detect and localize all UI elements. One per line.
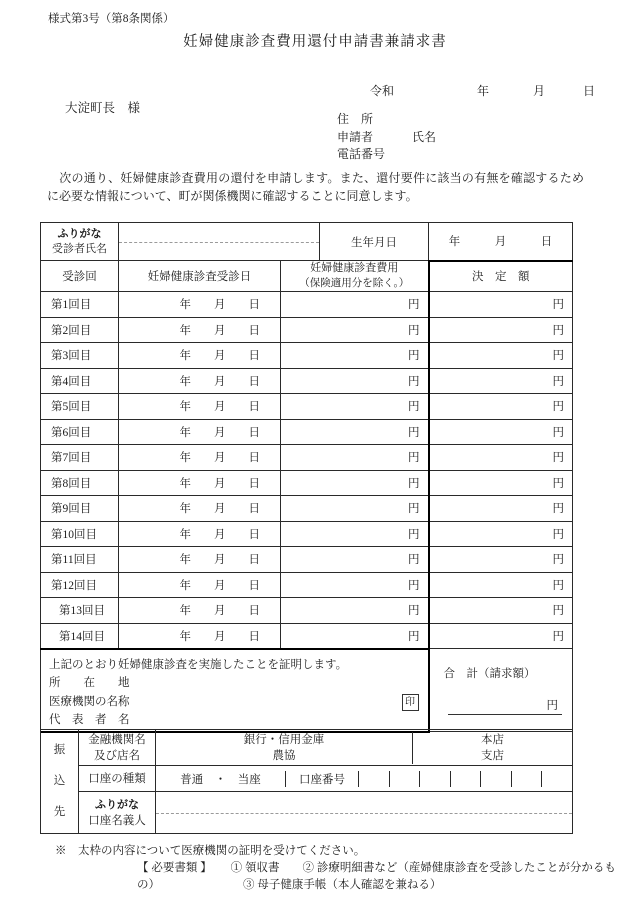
account-type-options[interactable]: 普通 ・ 当座 <box>180 773 261 786</box>
note-mother-child-handbook: ③ 母子健康手帳（本人確認を兼ねる） <box>243 879 442 891</box>
account-digit-box[interactable] <box>511 771 542 787</box>
addressee: 大淀町長 様 <box>65 101 141 115</box>
exam-date-field[interactable]: 年 月 日 <box>119 419 281 445</box>
visit-row-label: 第2回目 <box>41 317 119 343</box>
exam-date-field[interactable]: 年 月 日 <box>119 521 281 547</box>
cost-field[interactable]: 円 <box>281 317 429 343</box>
birthdate-label: 生年月日 <box>320 223 429 261</box>
visit-row-label: 第14回目 <box>41 623 119 649</box>
holder-furigana-label: ふりがな <box>95 798 139 811</box>
cost-field[interactable]: 円 <box>281 598 429 624</box>
exam-date-field[interactable]: 年 月 日 <box>119 368 281 394</box>
cost-col-line2: （保険適用分を除く。） <box>299 278 410 289</box>
visit-row-label: 第12回目 <box>41 572 119 598</box>
visit-row-label: 第10回目 <box>41 521 119 547</box>
visit-row-label: 第7回目 <box>41 445 119 471</box>
cost-field[interactable]: 円 <box>281 470 429 496</box>
holder-name-label: 口座名義人 <box>88 814 146 827</box>
year-label: 年 <box>477 84 490 98</box>
cost-field[interactable]: 円 <box>281 572 429 598</box>
holder-name-field[interactable] <box>156 792 573 834</box>
note-thick-border: ※ 太枠の内容について医療機関の証明を受けてください。 <box>55 845 366 857</box>
account-digit-box[interactable] <box>541 771 572 787</box>
examinee-name-header <box>41 223 119 261</box>
institution-label-line2: 及び店名 <box>94 749 140 762</box>
visit-row-label: 第8回目 <box>41 470 119 496</box>
cost-col-line1: 妊婦健康診査費用 <box>310 262 399 274</box>
visit-row-label: 第13回目 <box>41 598 119 624</box>
exam-date-field[interactable]: 年 月 日 <box>119 572 281 598</box>
account-digit-box[interactable] <box>450 771 481 787</box>
cost-field[interactable]: 円 <box>281 496 429 522</box>
seal-mark: 印 <box>402 694 419 711</box>
account-digit-box[interactable] <box>480 771 511 787</box>
exam-date-field[interactable]: 年 月 日 <box>119 292 281 318</box>
cost-field[interactable]: 円 <box>281 445 429 471</box>
exam-table <box>40 222 573 733</box>
exam-rows <box>41 292 573 649</box>
bank-vertical-char: 振 <box>53 744 66 756</box>
decision-field[interactable]: 円 <box>429 496 573 522</box>
visit-row-label: 第9回目 <box>41 496 119 522</box>
applicant-label: 申請者 <box>337 129 374 144</box>
representative-name-label: 代 表 者 名 <box>49 714 130 726</box>
account-digit-box[interactable] <box>358 771 389 787</box>
cost-field[interactable]: 円 <box>281 394 429 420</box>
total-label: 合 計（請求額） <box>443 668 536 680</box>
decision-field[interactable]: 円 <box>429 343 573 369</box>
decision-field[interactable]: 円 <box>429 470 573 496</box>
institution-name-header <box>79 730 156 766</box>
decision-field[interactable]: 円 <box>429 445 573 471</box>
exam-date-field[interactable]: 年 月 日 <box>119 343 281 369</box>
cost-field[interactable]: 円 <box>281 368 429 394</box>
exam-date-field[interactable]: 年 月 日 <box>119 598 281 624</box>
month-label: 月 <box>533 84 546 98</box>
applicant-address-label: 住 所 <box>337 112 374 126</box>
bank-section-label <box>41 730 79 834</box>
exam-date-field[interactable]: 年 月 日 <box>119 470 281 496</box>
branch-options <box>412 732 572 764</box>
cost-col-header <box>281 261 429 292</box>
visit-row-label: 第6回目 <box>41 419 119 445</box>
visit-row-label: 第1回目 <box>41 292 119 318</box>
cost-field[interactable]: 円 <box>281 547 429 573</box>
applicant-block <box>337 111 436 164</box>
declaration-text: 次の通り、妊婦健康診査費用の還付を申請します。また、還付要件に該当の有無を確認するために必要な情報について、町が関係機関に確認することに同意します。 <box>47 171 584 203</box>
required-documents-head: 【 必要書類 】 <box>137 862 212 874</box>
account-row <box>156 766 573 792</box>
exam-date-field[interactable]: 年 月 日 <box>119 623 281 649</box>
decision-field[interactable]: 円 <box>429 419 573 445</box>
cost-field[interactable]: 円 <box>281 623 429 649</box>
exam-date-field[interactable]: 年 月 日 <box>119 445 281 471</box>
bank-vertical-char: 込 <box>53 775 66 787</box>
exam-date-field[interactable]: 年 月 日 <box>119 394 281 420</box>
bank-vertical-char: 先 <box>53 806 66 818</box>
decision-field[interactable]: 円 <box>429 368 573 394</box>
cost-field[interactable]: 円 <box>281 419 429 445</box>
institution-name-label: 医療機関の名称 <box>49 695 130 708</box>
applicant-phone-label: 電話番号 <box>337 147 386 161</box>
institution-address-label: 所 在 地 <box>49 677 130 689</box>
decision-field[interactable]: 円 <box>429 317 573 343</box>
examinee-name-field[interactable] <box>119 223 320 261</box>
decision-field[interactable]: 円 <box>429 292 573 318</box>
required-documents-items: ① 領収書 ② 診療明細書など（産婦健康診査を受診したことが分かるもの） <box>137 862 616 891</box>
account-digit-box[interactable] <box>389 771 420 787</box>
institution-name-field[interactable] <box>156 730 573 766</box>
decision-field[interactable]: 円 <box>429 547 573 573</box>
exam-date-col-header: 妊婦健康診査受診日 <box>119 261 281 292</box>
cost-field[interactable]: 円 <box>281 521 429 547</box>
page-title: 妊婦健康診査費用還付申請書兼請求書 <box>183 34 447 50</box>
examinee-name-label: 受診者氏名 <box>52 242 107 255</box>
total-cell <box>429 649 573 732</box>
decision-field[interactable]: 円 <box>429 623 573 649</box>
bank-type-line2: 農協 <box>272 749 296 762</box>
cost-field[interactable]: 円 <box>281 343 429 369</box>
applicant-name-label: 氏名 <box>412 129 437 144</box>
account-number-label: 口座番号 <box>285 771 358 787</box>
account-type-label: 口座の種類 <box>79 766 156 792</box>
furigana-divider <box>119 242 319 243</box>
bank-type-options <box>156 732 412 764</box>
exam-date-field[interactable]: 年 月 日 <box>119 317 281 343</box>
certificate-statement: 上記のとおり妊婦健康診査を実施したことを証明します。 <box>49 658 348 671</box>
bank-type-line1: 銀行・信用金庫 <box>243 733 325 746</box>
institution-label-line1: 金融機関名 <box>88 733 146 746</box>
medical-certificate-box <box>41 649 429 732</box>
visit-row-label: 第3回目 <box>41 343 119 369</box>
decision-field[interactable]: 円 <box>429 394 573 420</box>
branch-line1: 本店 <box>481 733 504 746</box>
era-label: 令和 <box>370 84 395 98</box>
visit-row-label: 第11回目 <box>41 547 119 573</box>
cost-field[interactable]: 円 <box>281 292 429 318</box>
decision-field[interactable]: 円 <box>429 572 573 598</box>
account-digit-box[interactable] <box>419 771 450 787</box>
visit-row-label: 第5回目 <box>41 394 119 420</box>
visit-col-header: 受診回 <box>41 261 119 292</box>
total-amount-field[interactable]: 円 <box>448 697 563 715</box>
exam-date-field[interactable]: 年 月 日 <box>119 496 281 522</box>
visit-row-label: 第4回目 <box>41 368 119 394</box>
decision-field[interactable]: 円 <box>429 521 573 547</box>
holder-furigana-divider <box>156 813 572 814</box>
decision-col-header: 決 定 額 <box>429 261 573 292</box>
furigana-label: ふりがな <box>57 227 102 240</box>
form-number: 様式第3号（第8条関係） <box>48 13 175 25</box>
birthdate-field[interactable]: 年 月 日 <box>429 223 573 261</box>
branch-line2: 支店 <box>481 749 504 762</box>
day-label: 日 <box>583 84 596 98</box>
decision-field[interactable]: 円 <box>429 598 573 624</box>
bank-transfer-table <box>40 729 573 834</box>
holder-label-cell <box>79 792 156 834</box>
exam-date-field[interactable]: 年 月 日 <box>119 547 281 573</box>
